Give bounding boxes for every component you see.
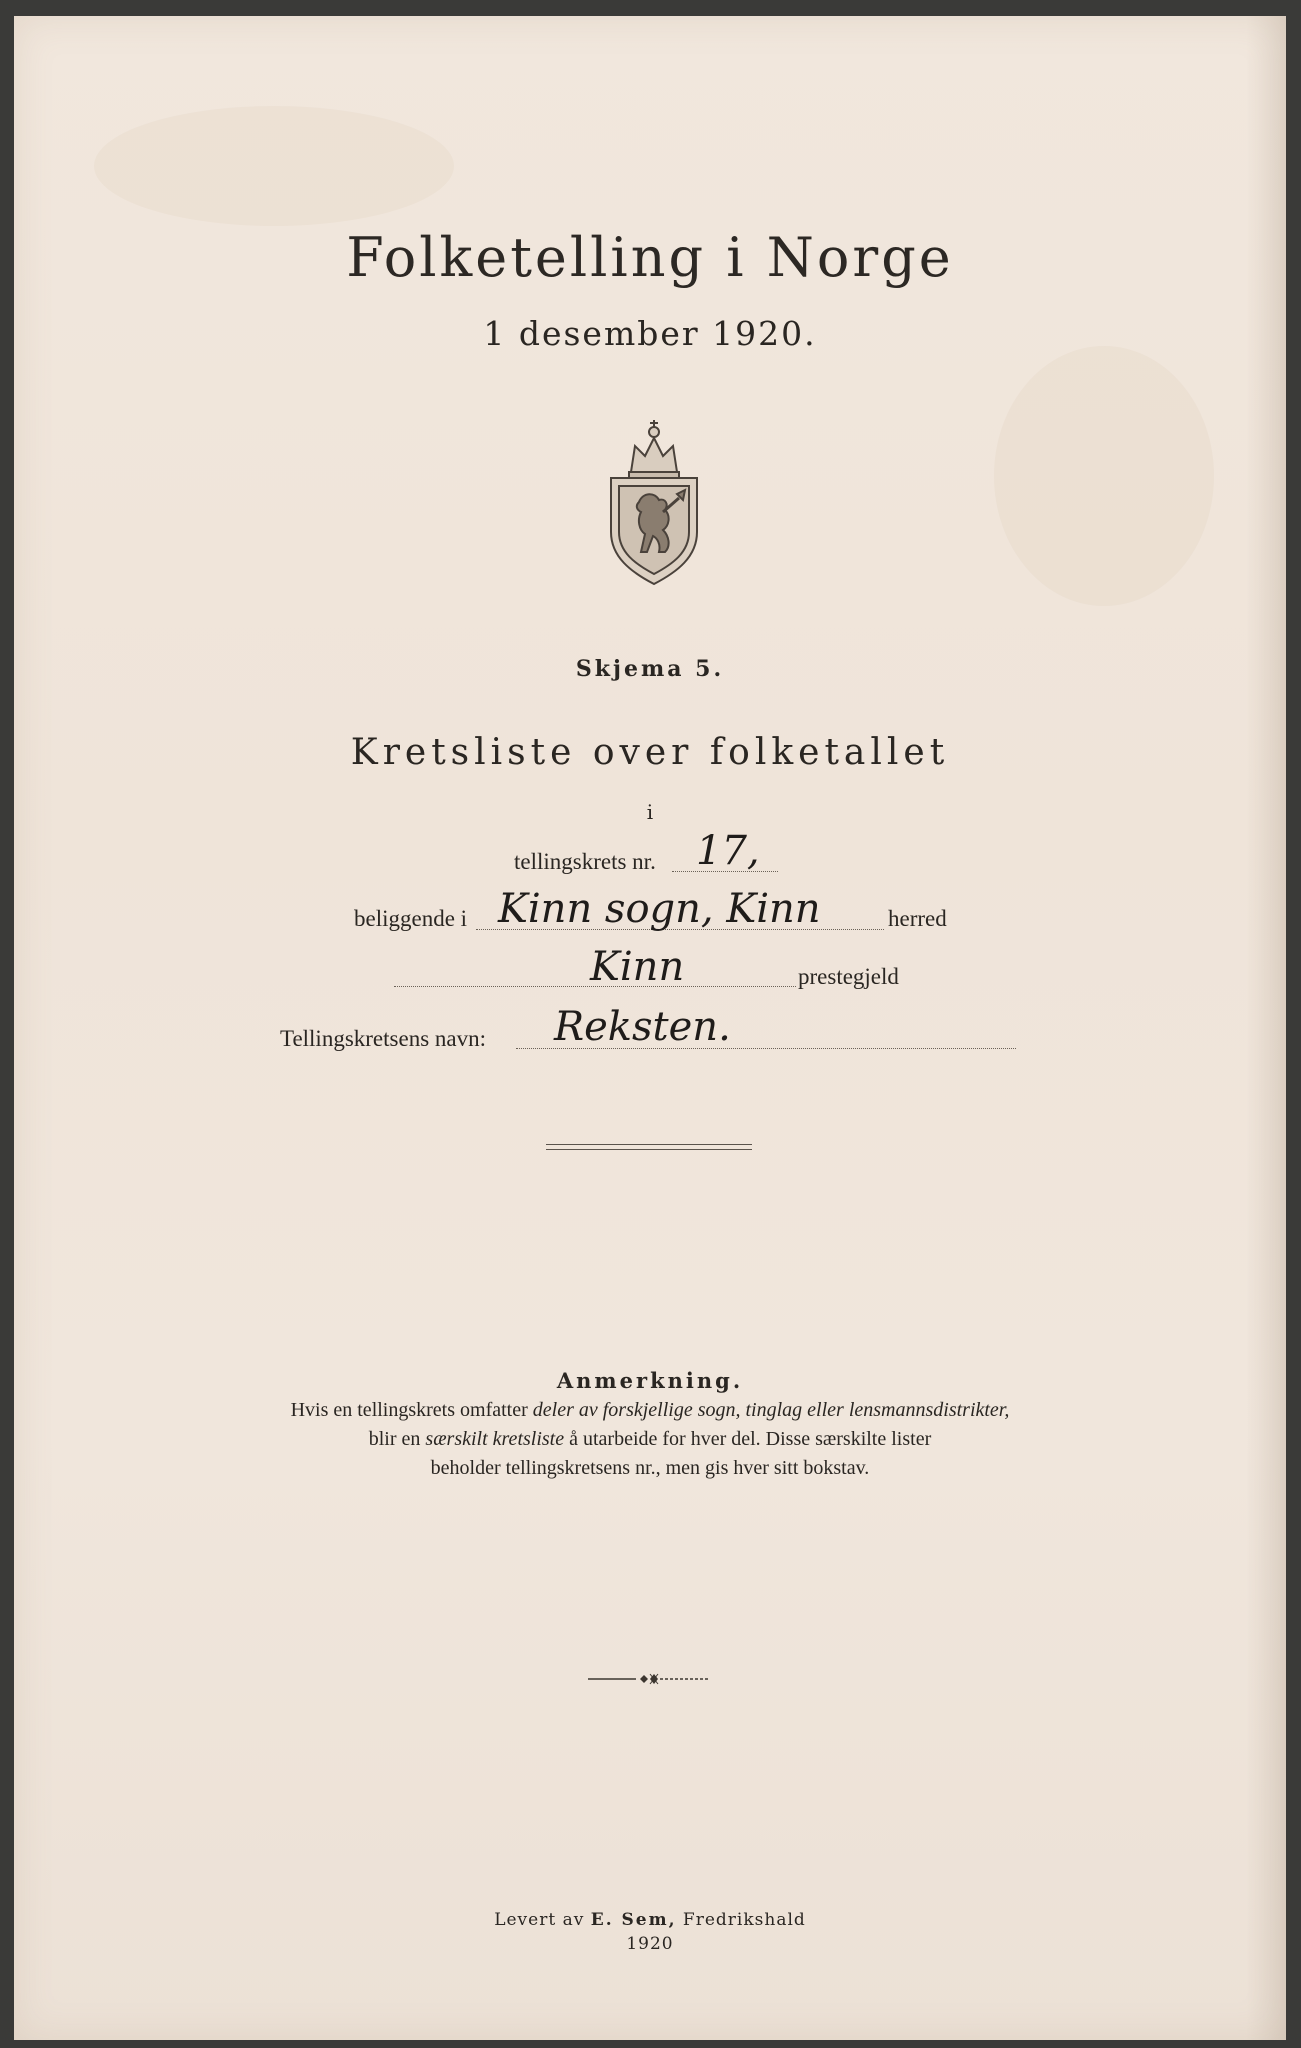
krets-navn-value: Reksten. <box>554 1004 731 1050</box>
form-number: Skjema 5. <box>575 656 725 682</box>
herred-label: herred <box>888 906 947 931</box>
imprint-line-1 <box>14 1908 1286 1932</box>
imprint-printer: E. Sem, <box>590 1910 677 1930</box>
preposition-text: i <box>646 800 654 824</box>
imprint-prefix: Levert av <box>494 1910 591 1930</box>
krets-navn-label: Tellingskretsens navn: <box>280 1026 486 1051</box>
document-page <box>14 16 1286 2040</box>
separator-rule <box>546 1149 752 1150</box>
note-text <box>14 1396 1286 1483</box>
note-line-2-text-b: å utarbeide for hver del. Disse særskilte lister <box>564 1428 932 1450</box>
prestegjeld-label: prestegjeld <box>798 964 899 989</box>
note-line-1 <box>14 1396 1286 1425</box>
beliggende-value: Kinn sogn, Kinn <box>498 886 821 932</box>
note-line-2-text-a: blir en <box>368 1428 426 1450</box>
note-line-2 <box>14 1425 1286 1454</box>
list-heading: Kretsliste over folketallet <box>350 732 950 773</box>
note-title: Anmerkning. <box>556 1368 744 1393</box>
beliggende-label: beliggende i <box>354 906 468 931</box>
census-date: 1 desember 1920. <box>483 314 817 353</box>
ornament-divider-icon <box>588 1672 708 1686</box>
note-line-3: beholder tellingskretsens nr., men gis hver sitt bokstav. <box>430 1457 870 1479</box>
norwegian-coat-of-arms-icon <box>599 412 709 587</box>
separator-rule <box>546 1144 752 1145</box>
paper-stain <box>94 106 454 226</box>
tellingskrets-number-value: 17, <box>696 828 760 874</box>
imprint-place: Fredrikshald <box>676 1910 806 1930</box>
document-title: Folketelling i Norge <box>346 226 954 289</box>
note-line-2-emphasis: særskilt kretsliste <box>425 1428 565 1450</box>
note-line-1-emphasis: deler av forskjellige sogn, tinglag eller lensmannsdistrikter, <box>532 1399 1010 1421</box>
paper-stain <box>994 346 1214 606</box>
printer-imprint <box>14 1908 1286 1956</box>
tellingskrets-label: tellingskrets nr. <box>514 849 656 874</box>
prestegjeld-value: Kinn <box>590 944 685 990</box>
imprint-year: 1920 <box>626 1934 674 1954</box>
note-line-1-text: Hvis en tellingskrets omfatter <box>290 1399 533 1421</box>
